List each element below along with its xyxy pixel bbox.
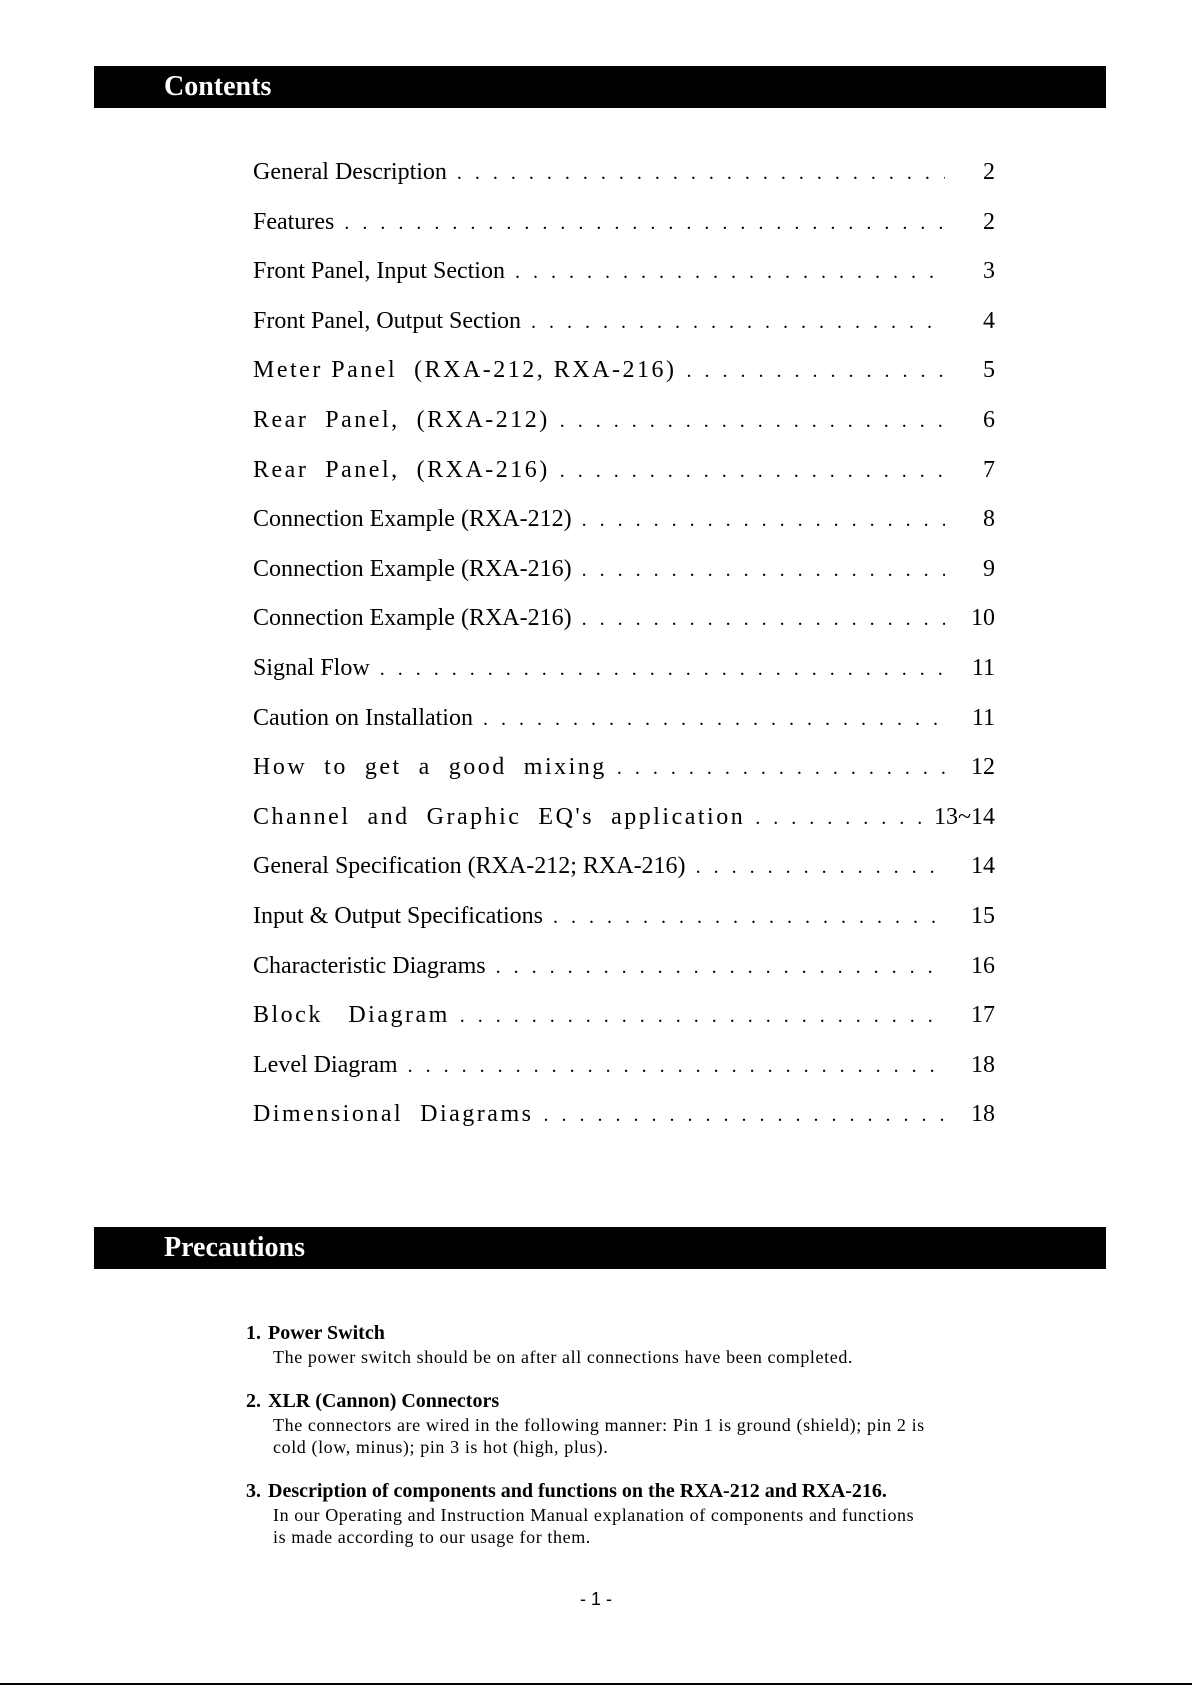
toc-entry-page: 13~14 — [934, 803, 995, 830]
toc-entry-page: 9 — [983, 555, 995, 582]
toc-entry-page: 16 — [971, 952, 995, 979]
precaution-text-line: In our Operating and Instruction Manual explanation of components and functions — [273, 1505, 915, 1525]
page-number: - 1 - — [579, 1589, 612, 1609]
toc-entry — [253, 1102, 995, 1152]
toc-leader-dots — [531, 312, 945, 332]
toc-entry — [253, 656, 995, 706]
toc-entry-title: Dimensional Diagrams — [253, 1101, 534, 1128]
toc-leader-dots — [496, 957, 945, 977]
toc-entry-title: Rear Panel, (RXA-216) — [253, 456, 550, 483]
toc-entry-page: 6 — [983, 406, 995, 433]
toc-entry — [253, 805, 995, 855]
toc-leader-dots — [560, 411, 945, 431]
toc-leader-dots — [380, 659, 945, 679]
toc-entry — [253, 309, 995, 359]
toc-entry-page: 8 — [983, 506, 995, 533]
toc-entry — [253, 210, 995, 260]
toc-entry-page: 4 — [983, 307, 995, 334]
precautions-heading: Precautions — [94, 1227, 1106, 1269]
toc-entry — [253, 755, 995, 805]
toc-entry-page: 10 — [971, 605, 995, 632]
precaution-heading — [246, 1478, 986, 1504]
toc-entry — [253, 954, 995, 1004]
toc-entry-title: Front Panel, Input Section — [253, 258, 505, 285]
toc-entry — [253, 904, 995, 954]
precaution-item — [246, 1320, 986, 1368]
toc-entry-title: Input & Output Specifications — [253, 902, 543, 929]
toc-entry — [253, 408, 995, 458]
toc-leader-dots — [408, 1056, 945, 1076]
toc-leader-dots — [560, 461, 945, 481]
toc-entry-title: General Description — [253, 159, 447, 185]
toc-entry-title: Block Diagram — [253, 1002, 450, 1029]
toc-entry-page: 3 — [983, 258, 995, 285]
toc-entry — [253, 358, 995, 408]
precaution-heading — [246, 1320, 986, 1346]
toc-entry-page: 11 — [971, 704, 995, 731]
toc-entry-page: 11 — [971, 654, 995, 681]
toc-entry — [253, 854, 995, 904]
toc-leader-dots — [582, 609, 945, 629]
precaution-title: Power Switch — [268, 1322, 385, 1344]
toc-entry-title: General Specification (RXA-212; RXA-216) — [253, 853, 686, 880]
toc-entry-title: Connection Example (RXA-216) — [253, 555, 572, 582]
precaution-title: Description of components and functions on the RXA-212 and RXA-216. — [268, 1480, 887, 1502]
table-of-contents — [253, 160, 995, 1152]
toc-entry — [253, 160, 995, 210]
toc-leader-dots — [460, 1006, 945, 1026]
toc-leader-dots — [582, 510, 945, 530]
precaution-item — [246, 1388, 986, 1458]
toc-entry-page: 7 — [983, 456, 995, 483]
toc-leader-dots — [686, 361, 945, 381]
toc-entry-page: 14 — [971, 853, 995, 880]
toc-leader-dots — [543, 1105, 945, 1125]
toc-leader-dots — [457, 163, 945, 183]
precaution-text-line: The power switch should be on after all connections have been completed. — [273, 1347, 854, 1367]
toc-leader-dots — [483, 709, 945, 729]
toc-entry-page: 12 — [971, 754, 995, 781]
toc-entry — [253, 1053, 995, 1103]
toc-leader-dots — [582, 560, 945, 580]
toc-entry — [253, 557, 995, 607]
toc-entry-page: 18 — [971, 1101, 995, 1128]
precaution-text-line: The connectors are wired in the following manner: Pin 1 is ground (shield); pin 2 is — [273, 1415, 925, 1435]
precaution-heading — [246, 1388, 986, 1414]
toc-entry-page: 15 — [971, 902, 995, 929]
contents-heading: Contents — [94, 66, 1106, 108]
toc-entry — [253, 1003, 995, 1053]
toc-entry — [253, 706, 995, 756]
toc-leader-dots — [617, 758, 945, 778]
toc-entry-title: Front Panel, Output Section — [253, 307, 521, 334]
precaution-number: 1. — [246, 1322, 261, 1344]
toc-entry-page: 5 — [983, 357, 995, 384]
toc-leader-dots — [515, 262, 945, 282]
toc-entry-page: 18 — [971, 1051, 995, 1078]
toc-entry-title: Caution on Installation — [253, 704, 473, 731]
precaution-number: 2. — [246, 1390, 261, 1412]
toc-entry-title: How to get a good mixing — [253, 754, 607, 781]
precaution-title: XLR (Cannon) Connectors — [268, 1390, 500, 1412]
toc-entry — [253, 458, 995, 508]
toc-entry — [253, 259, 995, 309]
precaution-text-line: is made according to our usage for them. — [273, 1527, 591, 1547]
toc-leader-dots — [553, 907, 945, 927]
precaution-text-line: cold (low, minus); pin 3 is hot (high, plus). — [273, 1437, 609, 1457]
precaution-number: 3. — [246, 1480, 261, 1502]
toc-entry-page: 2 — [983, 208, 995, 235]
toc-entry — [253, 507, 995, 557]
toc-entry-title: Features — [253, 208, 335, 235]
toc-entry — [253, 606, 995, 656]
toc-entry-title: Connection Example (RXA-212) — [253, 506, 572, 533]
toc-leader-dots — [696, 857, 945, 877]
precaution-item — [246, 1478, 986, 1548]
toc-entry-title: Channel and Graphic EQ's application — [253, 803, 746, 830]
toc-entry-title: Level Diagram — [253, 1051, 398, 1078]
toc-entry-title: Rear Panel, (RXA-212) — [253, 406, 550, 433]
toc-entry-page: 2 — [983, 159, 995, 185]
precautions-list — [246, 1320, 986, 1568]
toc-leader-dots — [755, 808, 922, 828]
toc-entry-page: 17 — [971, 1002, 995, 1029]
toc-entry-title: Characteristic Diagrams — [253, 952, 486, 979]
toc-leader-dots — [344, 213, 945, 233]
toc-entry-title: Meter Panel (RXA-212, RXA-216) — [253, 357, 677, 384]
toc-entry-title: Signal Flow — [253, 654, 370, 681]
toc-entry-title: Connection Example (RXA-216) — [253, 605, 572, 632]
